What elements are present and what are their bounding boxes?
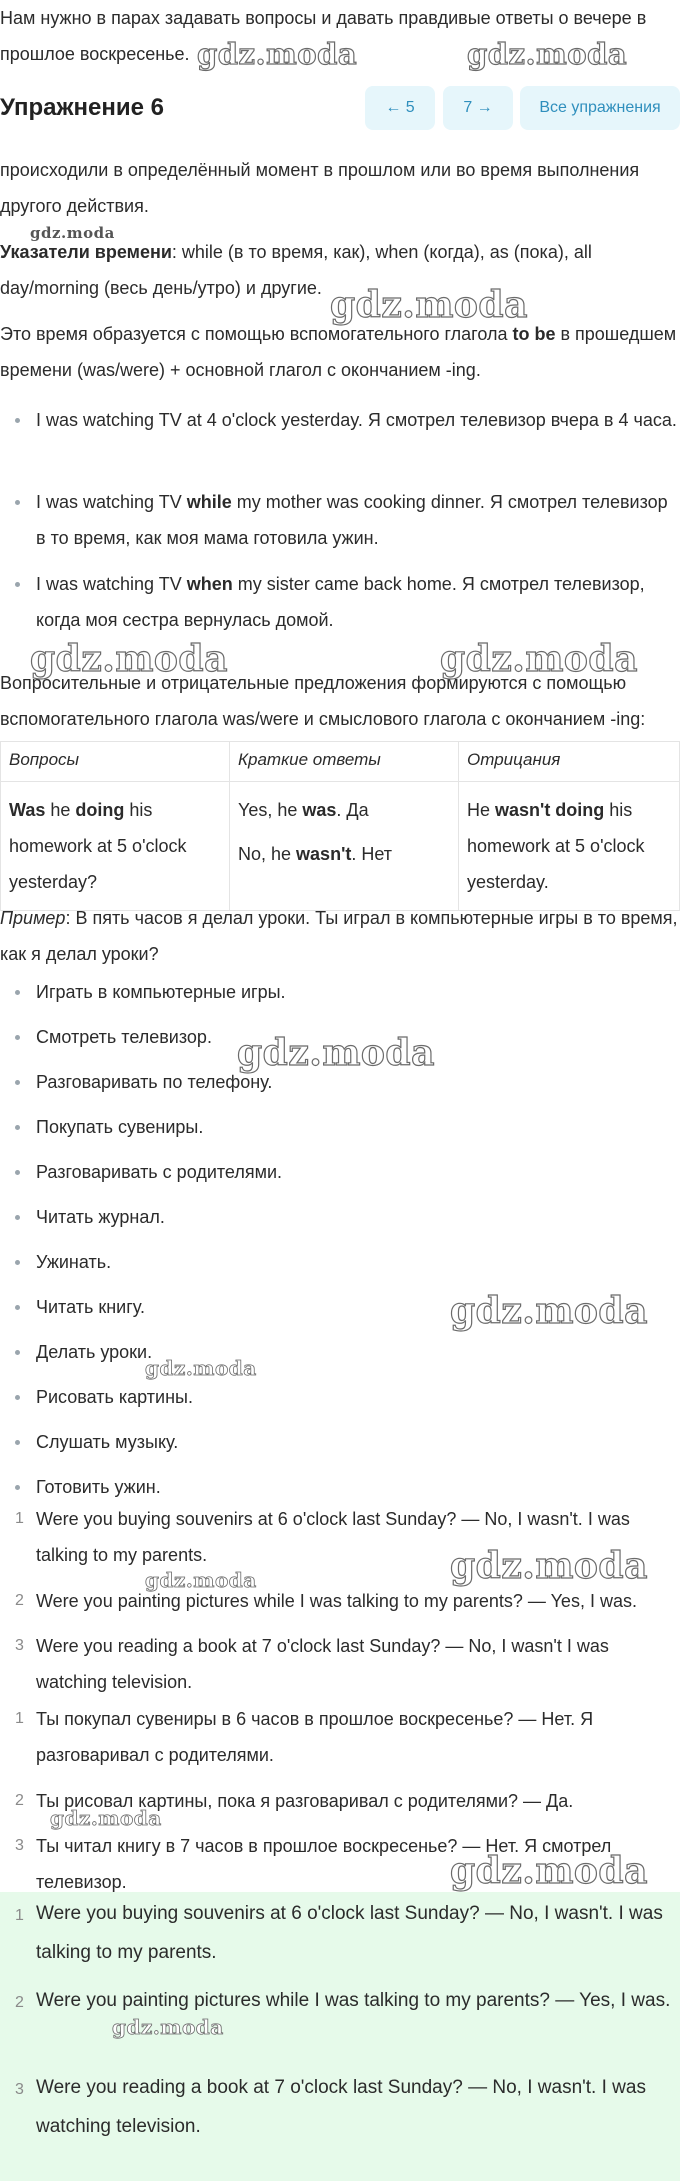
all-exercises-button[interactable]: Все упражнения <box>520 86 680 130</box>
table-cell: Yes, he was. Да No, he wasn't. Нет <box>230 782 459 911</box>
questions-rule: Вопросительные и отрицательные предложения формируются с помощью вспомогательного глагола was/were и смыслового глагола с окончанием -ing: <box>0 673 646 729</box>
theory-section <box>0 152 680 224</box>
answer-block <box>0 1892 680 2181</box>
dialogue-english <box>0 1501 680 1710</box>
watermark: gdz.moda <box>30 224 115 242</box>
watermark: gdz.moda <box>450 1290 648 1332</box>
list-item: 2 Were you painting pictures while I was talking to my parents? — Yes, I was. <box>15 1591 637 1611</box>
grammar-table <box>0 741 680 911</box>
list-item: 1 Were you buying souvenirs at 6 o'clock last Sunday? — No, I wasn't. I was talking to my parents. <box>15 1903 663 1963</box>
list-item: I was watching TV at 4 o'clock yesterday. Я смотрел телевизор вчера в 4 часа. <box>0 402 680 484</box>
list-item: Разговаривать по телефону. <box>0 1064 680 1109</box>
next-exercise-button[interactable]: 7 → <box>443 86 513 130</box>
list-item: Покупать сувениры. <box>0 1109 680 1154</box>
markers-label: Указатели времени <box>0 242 172 262</box>
list-item: Готовить ужин. <box>0 1469 680 1514</box>
prev-exercise-button[interactable]: ← 5 <box>365 86 435 130</box>
list-item: 2 Ты рисовал картины, пока я разговаривал с родителями? — Да. <box>15 1791 574 1811</box>
watermark: gdz.moda <box>237 1032 435 1074</box>
watermark: gdz.moda <box>112 2015 224 2039</box>
table-cell: Was he doing his homework at 5 o'clock yesterday? <box>1 782 230 911</box>
intro-text: Нам нужно в парах задавать вопросы и давать правдивые ответы о вечере в прошлое воскресенье. <box>0 8 647 64</box>
formation-rule: Это время образуется с помощью вспомогательного глагола to be в прошедшем времени (was/were) + основной глагол с окончанием -ing. <box>0 324 677 380</box>
list-item: 1 Ты покупал сувениры в 6 часов в прошлое воскресенье? — Нет. Я разговаривал с родителями. <box>15 1709 594 1765</box>
list-item: 2 Were you painting pictures while I was talking to my parents? — Yes, I was. <box>15 1990 671 2011</box>
watermark: gdz.moda <box>50 1806 162 1830</box>
watermark: gdz.moda <box>145 1568 257 1592</box>
examples-list <box>0 402 680 648</box>
watermark: gdz.moda <box>330 284 528 326</box>
list-item: 1 Were you buying souvenirs at 6 o'clock last Sunday? — No, I wasn't. I was talking to my parents. <box>15 1509 630 1565</box>
list-item: Слушать музыку. <box>0 1424 680 1469</box>
list-item: Читать журнал. <box>0 1199 680 1244</box>
theory-intro: происходили в определённый момент в прошлом или во время выполнения другого действия. <box>0 160 640 216</box>
watermark: gdz.moda <box>30 638 228 680</box>
list-item: Смотреть телевизор. <box>0 1019 680 1064</box>
table-row <box>1 782 680 911</box>
list-item: Ужинать. <box>0 1244 680 1289</box>
list-item: I was watching TV while my mother was cooking dinner. Я смотрел телевизор в то время, как моя мама готовила ужин. <box>0 484 680 566</box>
list-item: Делать уроки. <box>0 1334 680 1379</box>
table-cell: He wasn't doing his homework at 5 o'clock yesterday. <box>459 782 680 911</box>
list-item: Разговаривать с родителями. <box>0 1154 680 1199</box>
exercise-header <box>0 82 680 134</box>
example-text: Пример: В пять часов я делал уроки. Ты играл в компьютерные игры в то время, как я делал уроки? <box>0 908 678 964</box>
watermark: gdz.moda <box>450 1545 648 1587</box>
table-header: Вопросы <box>1 742 230 782</box>
list-item: Играть в компьютерные игры. <box>0 974 680 1019</box>
watermark: gdz.moda <box>467 37 628 71</box>
watermark: gdz.moda <box>440 638 638 680</box>
list-item: 3 Were you reading a book at 7 o'clock last Sunday? — No, I wasn't. I was watching television. <box>15 2077 646 2137</box>
list-item: 3 Ты читал книгу в 7 часов в прошлое воскресенье? — Нет. Я смотрел телевизор. <box>15 1836 612 1892</box>
list-item: I was watching TV when my sister came back home. Я смотрел телевизор, когда моя сестра вернулась домой. <box>0 566 680 648</box>
list-item: Читать книгу. <box>0 1289 680 1334</box>
table-header: Краткие ответы <box>230 742 459 782</box>
table-header: Отрицания <box>459 742 680 782</box>
watermark: gdz.moda <box>145 1356 257 1380</box>
list-item: Рисовать картины. <box>0 1379 680 1424</box>
list-item: 3 Were you reading a book at 7 o'clock last Sunday? — No, I wasn't I was watching television. <box>15 1636 609 1692</box>
markers-text: : while (в то время, как), when (когда), as (пока), all day/morning (весь день/утро) и другие. <box>0 242 592 298</box>
watermark: gdz.moda <box>450 1850 648 1892</box>
watermark: gdz.moda <box>197 37 358 71</box>
exercise-title: Упражнение 6 <box>0 94 164 121</box>
